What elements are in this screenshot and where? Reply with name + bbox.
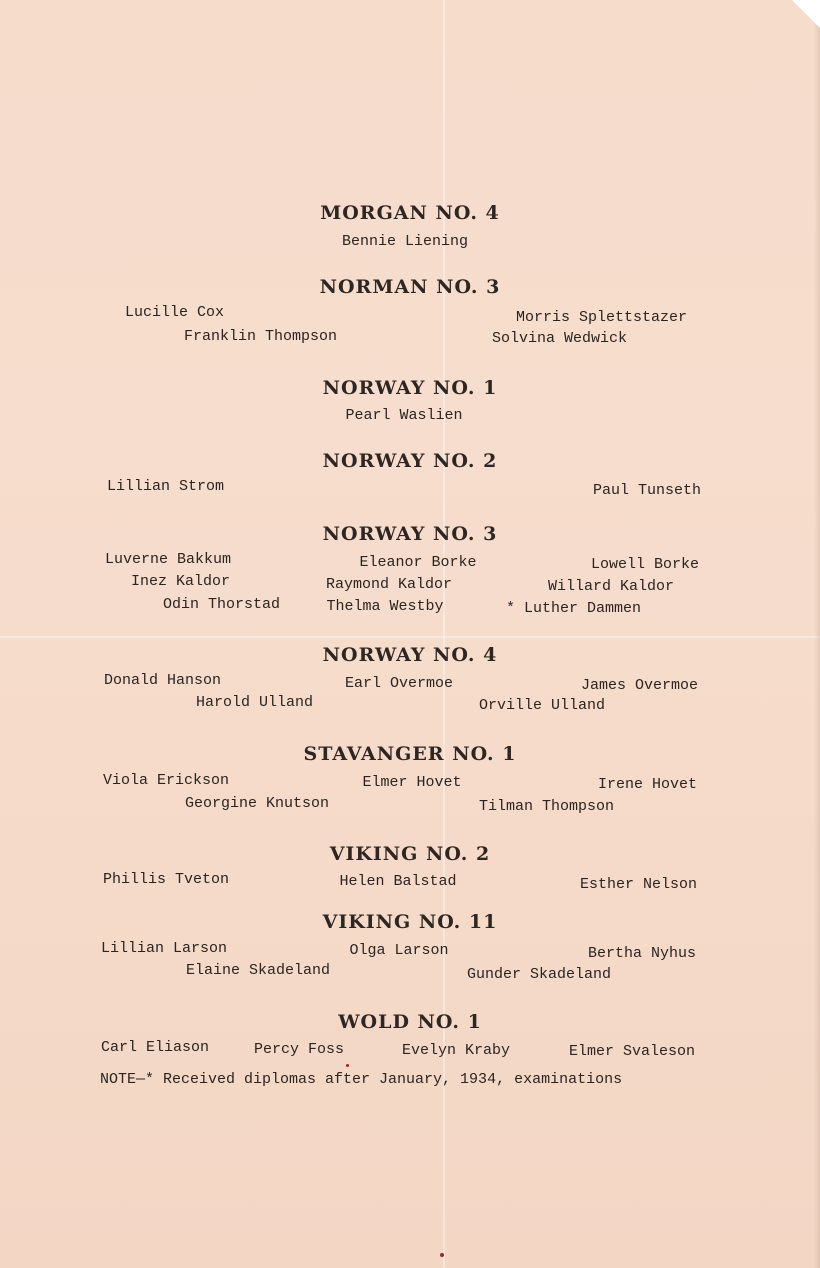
student-name: Thelma Westby bbox=[326, 598, 444, 615]
student-name: Phillis Tveton bbox=[103, 871, 230, 888]
student-name: Lillian Strom bbox=[107, 478, 225, 495]
student-name: Harold Ulland bbox=[196, 694, 314, 711]
section-heading-viking-11: VIKING NO. 11 bbox=[322, 911, 498, 933]
ink-speck bbox=[440, 1253, 444, 1257]
section-heading-norway-1: NORWAY NO. 1 bbox=[322, 377, 498, 399]
student-name: Earl Overmoe bbox=[344, 675, 454, 692]
ink-speck bbox=[346, 1064, 349, 1067]
section-heading-viking-2: VIKING NO. 2 bbox=[329, 843, 491, 865]
student-name: James Overmoe bbox=[580, 677, 698, 694]
section-heading-norman-3: NORMAN NO. 3 bbox=[319, 276, 501, 298]
section-heading-morgan-4: MORGAN NO. 4 bbox=[320, 202, 500, 224]
student-name: Elmer Svaleson bbox=[568, 1043, 695, 1060]
section-heading-stavanger-1: STAVANGER NO. 1 bbox=[303, 743, 517, 765]
student-name: Luverne Bakkum bbox=[105, 551, 232, 568]
section-heading-wold-1: WOLD NO. 1 bbox=[338, 1011, 482, 1033]
student-name: Gunder Skadeland bbox=[466, 966, 611, 983]
horizontal-fold-line bbox=[0, 636, 820, 638]
section-heading-norway-3: NORWAY NO. 3 bbox=[322, 523, 498, 545]
student-name: Percy Foss bbox=[254, 1041, 345, 1058]
student-name: Elaine Skadeland bbox=[186, 962, 331, 979]
student-name: Bennie Liening bbox=[341, 233, 469, 250]
section-heading-norway-2: NORWAY NO. 2 bbox=[322, 450, 498, 472]
student-name: Willard Kaldor bbox=[547, 578, 674, 595]
student-name: Lillian Larson bbox=[101, 940, 228, 957]
student-name: Helen Balstad bbox=[339, 873, 457, 890]
student-name: Bertha Nyhus bbox=[587, 945, 696, 962]
student-name: Morris Splettstazer bbox=[515, 309, 687, 326]
page-edge-shadow bbox=[814, 0, 820, 1268]
student-name: Esther Nelson bbox=[579, 876, 697, 893]
student-name: Carl Eliason bbox=[101, 1039, 210, 1056]
student-name: Georgine Knutson bbox=[185, 795, 330, 812]
student-name: Inez Kaldor bbox=[131, 573, 231, 590]
student-name: Lowell Borke bbox=[590, 556, 699, 573]
torn-corner bbox=[792, 0, 820, 28]
student-name: Odin Thorstad bbox=[163, 596, 281, 613]
student-name: Viola Erickson bbox=[103, 772, 230, 789]
student-name: Pearl Waslien bbox=[345, 407, 463, 424]
student-name: Elmer Hovet bbox=[362, 774, 462, 791]
student-name: Raymond Kaldor bbox=[325, 576, 453, 593]
student-name: Paul Tunseth bbox=[592, 482, 701, 499]
student-name: Lucille Cox bbox=[125, 304, 225, 321]
student-name: Evelyn Kraby bbox=[401, 1042, 511, 1059]
student-name: Olga Larson bbox=[349, 942, 449, 959]
student-name: Eleanor Borke bbox=[359, 554, 477, 571]
student-name: Tilman Thompson bbox=[478, 798, 614, 815]
footnote: NOTE—* Received diplomas after January, 1934, examinations bbox=[100, 1071, 623, 1088]
student-name: * Luther Dammen bbox=[505, 600, 641, 617]
section-heading-norway-4: NORWAY NO. 4 bbox=[322, 644, 498, 666]
student-name: Donald Hanson bbox=[104, 672, 222, 689]
student-name: Irene Hovet bbox=[597, 776, 697, 793]
student-name: Solvina Wedwick bbox=[491, 330, 627, 347]
student-name: Franklin Thompson bbox=[184, 328, 338, 345]
student-name: Orville Ulland bbox=[478, 697, 605, 714]
